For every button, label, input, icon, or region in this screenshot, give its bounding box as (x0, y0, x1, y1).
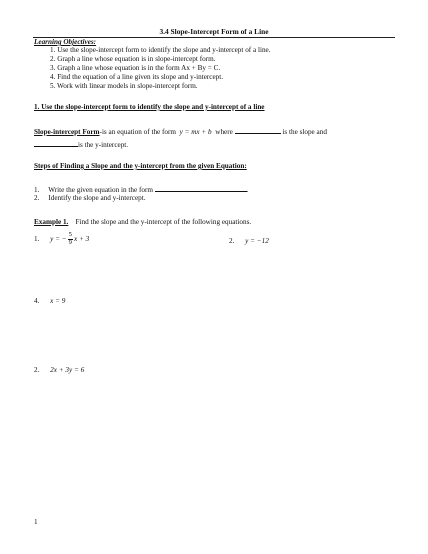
objective-item: 4. Find the equation of a line given its slope and y-intercept. (50, 73, 224, 81)
problem-expression: x = 9 (50, 297, 66, 305)
problem-number: 2. (229, 237, 235, 245)
problem-number: 1. (34, 234, 40, 243)
definition-line-2 (34, 139, 128, 150)
definition-equation: y = mx + b (179, 128, 212, 136)
y-intercept-blank[interactable] (34, 139, 78, 147)
step-number: 2. (34, 194, 40, 202)
problem-5 (34, 366, 84, 375)
step-2 (34, 194, 146, 203)
step-number: 1. (34, 186, 40, 194)
slope-blank[interactable] (235, 126, 281, 134)
problem-number: 2. (34, 366, 40, 374)
problem-expression: y = −12 (245, 237, 269, 245)
steps-heading: Steps of Finding a Slope and the y-intercept from the given Equation: (34, 162, 247, 170)
objective-item: 3. Graph a line whose equation is in the form Ax + By = C. (50, 64, 221, 72)
definition-line-1 (34, 126, 327, 137)
definition-slope-text: is the slope and (282, 128, 327, 136)
form-blank[interactable] (155, 184, 247, 192)
problem-lhs: y = − (50, 234, 67, 243)
objective-item: 5. Work with linear models in slope-intercept form. (50, 82, 198, 90)
problem-4 (34, 297, 65, 306)
step-text: Identify the slope and y-intercept. (48, 194, 146, 202)
fraction-numerator: 5 (68, 231, 72, 238)
definition-yint-text: is the y-intercept. (78, 141, 129, 149)
problem-number: 4. (34, 297, 40, 305)
objective-item: 2. Graph a line whose equation is in slope-intercept form. (50, 55, 216, 63)
step-text: Write the given equation in the form (48, 186, 153, 194)
definition-where: where (215, 128, 233, 136)
problem-1 (34, 232, 89, 246)
definition-text: -is an equation of the form (99, 128, 176, 136)
page-title: 3.4 Slope-Intercept Form of a Line (159, 27, 269, 36)
problem-expression: 2x + 3y = 6 (50, 366, 85, 374)
problem-2 (229, 237, 269, 246)
fraction-denominator: 9 (68, 238, 72, 246)
example-line (34, 218, 251, 227)
example-text: Find the slope and the y-intercept of the following equations. (75, 218, 252, 226)
section-heading: 1. Use the slope-intercept form to identify the slope and y-intercept of a line (34, 103, 265, 111)
objectives-heading: Learning Objectives: (34, 38, 97, 46)
definition-term: Slope-intercept Form (34, 128, 100, 136)
fraction (68, 232, 73, 246)
example-label: Example 1. (34, 218, 69, 226)
step-end: . (246, 186, 249, 194)
problem-rhs: x + 3 (73, 234, 90, 243)
page-number: 1 (34, 518, 38, 526)
objective-item: 1. Use the slope-intercept form to identify the slope and y-intercept of a line. (50, 46, 271, 54)
